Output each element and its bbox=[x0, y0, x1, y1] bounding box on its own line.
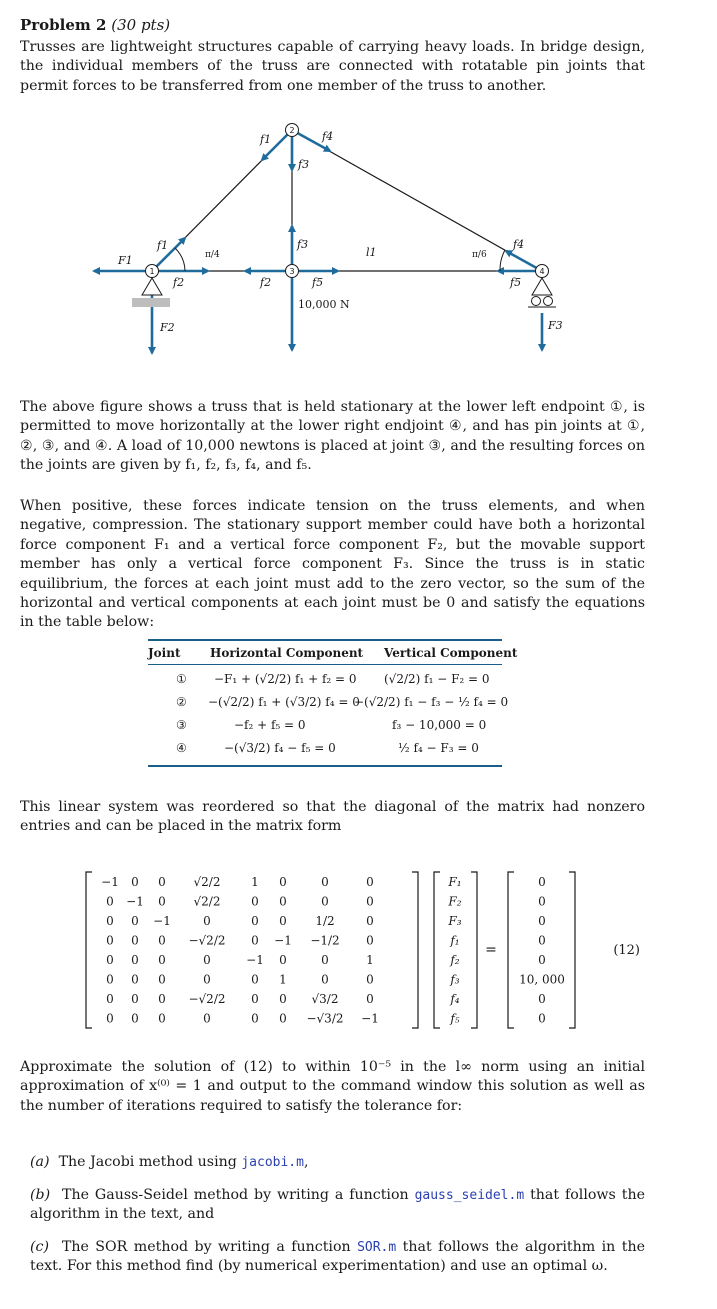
joint-2-label: 2 bbox=[289, 126, 295, 135]
task-a-text: The Jacobi method using bbox=[58, 1154, 242, 1170]
matrix-cell-r4-c3: 0 bbox=[158, 933, 166, 948]
matrix-cell-r3-c1: 0 bbox=[106, 914, 114, 928]
vector-x-entry-8: f₅ bbox=[450, 1011, 460, 1026]
matrix-cell-r6-c2: 0 bbox=[131, 972, 139, 987]
label-f3-joint2: f3 bbox=[298, 158, 310, 171]
task-b-label: (b) bbox=[30, 1187, 51, 1203]
vector-b-entry-8: 0 bbox=[538, 1011, 546, 1026]
matrix-cell-r5-c6: 0 bbox=[279, 953, 287, 967]
matrix-cell-r3-c8: 0 bbox=[366, 914, 374, 928]
label-f5-joint4: f5 bbox=[510, 276, 522, 289]
table-row-4-vertical: ½ f₄ − F₃ = 0 bbox=[398, 741, 479, 755]
task-b-text: The Gauss-Seidel method by writing a function bbox=[62, 1187, 415, 1203]
matrix-cell-r3-c6: 0 bbox=[279, 914, 287, 928]
vector-b-entry-7: 0 bbox=[538, 992, 546, 1006]
bracket-A-right bbox=[412, 872, 418, 1028]
table-row-3-vertical: f₃ − 10,000 = 0 bbox=[392, 718, 487, 732]
matrix-cell-r8-c3: 0 bbox=[158, 1011, 166, 1026]
joint-1-label: 1 bbox=[149, 267, 155, 276]
matrix-cell-r4-c1: 0 bbox=[106, 933, 114, 948]
task-a-code: jacobi.m bbox=[241, 1155, 304, 1170]
matrix-cell-r8-c8: −1 bbox=[361, 1011, 379, 1026]
matrix-cell-r8-c5: 0 bbox=[251, 1011, 259, 1026]
matrix-cell-r1-c7: 0 bbox=[321, 875, 329, 889]
matrix-cell-r7-c4: −√2/2 bbox=[188, 992, 226, 1006]
matrix-cell-r6-c1: 0 bbox=[106, 972, 114, 987]
table-row-1-vertical: (√2/2) f₁ − F₂ = 0 bbox=[384, 672, 490, 686]
bracket-x-right bbox=[471, 872, 477, 1028]
matrix-cell-r4-c7: −1/2 bbox=[310, 933, 340, 948]
angle-left-label: π/4 bbox=[205, 250, 220, 260]
table-header-vertical: Vertical Component bbox=[384, 646, 518, 660]
vector-x-entry-7: f₄ bbox=[450, 992, 460, 1006]
vector-b-entry-4: 0 bbox=[538, 933, 546, 948]
vector-b-entry-5: 0 bbox=[538, 953, 546, 967]
description-paragraph: The above figure shows a truss that is held stationary at the lower left endpoint ①, is permitted to move horizontally at the lower right endjoint ④, and has pin joints at ①, ②, ③, and ④. A load of 10,000 newtons is placed at joint ③, and the resulting forces on the joints are given by f₁, f₂, f₃, f₄, and f₅. bbox=[20, 399, 645, 474]
matrix-cell-r8-c6: 0 bbox=[279, 1011, 287, 1026]
matrix-cell-r3-c2: 0 bbox=[131, 914, 139, 928]
label-f4-joint2: f4 bbox=[322, 130, 334, 143]
matrix-equation bbox=[80, 868, 650, 1038]
matrix-cell-r8-c2: 0 bbox=[131, 1011, 139, 1026]
matrix-cell-r4-c5: 0 bbox=[251, 933, 259, 948]
matrix-cell-r3-c5: 0 bbox=[251, 914, 259, 928]
task-c-text: The SOR method by writing a function bbox=[61, 1239, 358, 1255]
label-f1-joint2: f1 bbox=[260, 133, 272, 146]
task-item-a bbox=[30, 1153, 645, 1172]
matrix-cell-r2-c3: 0 bbox=[158, 894, 166, 909]
vector-x-entry-6: f₃ bbox=[450, 972, 460, 987]
matrix-cell-r2-c2: −1 bbox=[126, 894, 144, 909]
task-item-c bbox=[30, 1238, 645, 1277]
task-a-text-after: , bbox=[303, 1154, 309, 1170]
label-f5-joint3: f5 bbox=[312, 276, 324, 289]
matrix-cell-r1-c2: 0 bbox=[131, 875, 139, 889]
matrix-A bbox=[101, 875, 379, 1026]
label-F3: F3 bbox=[548, 319, 563, 332]
table-row-1-horizontal: −F₁ + (√2/2) f₁ + f₂ = 0 bbox=[214, 672, 357, 686]
vector-b bbox=[519, 875, 565, 1026]
table-row-1-joint: ① bbox=[176, 672, 187, 686]
joint-3-label: 3 bbox=[289, 267, 295, 276]
truss-figure bbox=[80, 118, 640, 368]
matrix-cell-r2-c4: √2/2 bbox=[193, 894, 221, 909]
task-b-code: gauss_seidel.m bbox=[414, 1188, 525, 1203]
left-support bbox=[132, 278, 170, 307]
matrix-cell-r6-c3: 0 bbox=[158, 972, 166, 987]
task-c-code: SOR.m bbox=[357, 1240, 397, 1255]
vector-x-entry-5: f₂ bbox=[450, 953, 460, 967]
task-b-text-after: that follows the algorithm in the text, and bbox=[30, 1187, 645, 1223]
matrix-cell-r6-c5: 0 bbox=[251, 972, 259, 987]
vector-x-entry-3: F₃ bbox=[448, 914, 462, 928]
table-row-2-joint: ② bbox=[176, 695, 187, 709]
table-header-rule bbox=[148, 664, 502, 665]
matrix-cell-r1-c1: −1 bbox=[101, 875, 119, 889]
matrix-cell-r4-c8: 0 bbox=[366, 933, 374, 948]
vector-x-entry-1: F₁ bbox=[448, 875, 462, 889]
table-header-joint: Joint bbox=[148, 646, 181, 660]
table-header-horizontal: Horizontal Component bbox=[210, 646, 364, 660]
matrix-cell-r2-c1: 0 bbox=[106, 894, 114, 909]
equation-number: (12) bbox=[613, 943, 640, 958]
problem-heading bbox=[20, 16, 170, 34]
table-row-3-joint: ③ bbox=[176, 718, 187, 732]
matrix-cell-r6-c7: 0 bbox=[321, 972, 329, 987]
label-F1: F1 bbox=[118, 254, 133, 267]
matrix-cell-r3-c4: 0 bbox=[203, 914, 211, 928]
task-c-text-after: that follows the algorithm in the text. For this method find (by numerical experimentation) and use an optimal ω. bbox=[30, 1239, 645, 1275]
load-label: 10,000 N bbox=[298, 298, 350, 311]
matrix-cell-r7-c6: 0 bbox=[279, 992, 287, 1006]
matrix-cell-r6-c8: 0 bbox=[366, 972, 374, 987]
approximate-paragraph: Approximate the solution of (12) to within 10⁻⁵ in the l∞ norm using an initial approximation of x⁽⁰⁾ = 1 and output to the command window this solution as well as the number of iterations required to satisfy the tolerance for: bbox=[20, 1059, 645, 1114]
matrix-cell-r2-c5: 0 bbox=[251, 894, 259, 909]
matrix-cell-r5-c7: 0 bbox=[321, 953, 329, 967]
equilibrium-paragraph: When positive, these forces indicate tension on the truss elements, and when negative, compression. The stationary support member could have both a horizontal force component F₁ and a vertical force component F₂, but the movable support member has only a vertical force component F₃. Since the truss is in static equilibrium, the forces at each joint must add to the zero vector, so the sum of the horizontal and vertical components at each joint must be 0 and satisfy the equations in the table below: bbox=[20, 498, 645, 631]
angle-arc-right bbox=[500, 250, 505, 271]
label-l1: l1 bbox=[366, 246, 377, 259]
matrix-cell-r8-c1: 0 bbox=[106, 1011, 114, 1026]
matrix-cell-r5-c5: −1 bbox=[246, 953, 264, 967]
table-bottom-rule bbox=[148, 765, 502, 767]
matrix-cell-r2-c6: 0 bbox=[279, 894, 287, 909]
label-f1-joint1: f1 bbox=[157, 239, 169, 252]
matrix-cell-r4-c2: 0 bbox=[131, 933, 139, 948]
table-row-4-horizontal: −(√3/2) f₄ − f₅ = 0 bbox=[224, 741, 336, 755]
matrix-cell-r1-c6: 0 bbox=[279, 875, 287, 889]
matrix-cell-r5-c3: 0 bbox=[158, 953, 166, 967]
vector-x-entry-4: f₁ bbox=[450, 933, 460, 948]
matrix-cell-r4-c6: −1 bbox=[274, 933, 292, 948]
matrix-cell-r2-c8: 0 bbox=[366, 894, 374, 909]
label-f4-joint4: f4 bbox=[513, 238, 525, 251]
matrix-cell-r7-c8: 0 bbox=[366, 992, 374, 1006]
matrix-cell-r7-c1: 0 bbox=[106, 992, 114, 1006]
matrix-cell-r5-c4: 0 bbox=[203, 953, 211, 967]
table-row-3-horizontal: −f₂ + f₅ = 0 bbox=[234, 718, 306, 732]
matrix-cell-r8-c7: −√3/2 bbox=[306, 1011, 344, 1026]
matrix-cell-r7-c5: 0 bbox=[251, 992, 259, 1006]
matrix-cell-r6-c6: 1 bbox=[279, 972, 287, 987]
vector-b-entry-2: 0 bbox=[538, 894, 546, 909]
matrix-cell-r3-c3: −1 bbox=[153, 914, 171, 928]
matrix-cell-r6-c4: 0 bbox=[203, 972, 211, 987]
vector-b-entry-6: 10, 000 bbox=[519, 972, 565, 987]
problem-points: (30 pts) bbox=[111, 16, 171, 34]
joint-4-label: 4 bbox=[539, 267, 545, 276]
vector-x-entry-2: F₂ bbox=[448, 894, 462, 909]
matrix-cell-r5-c1: 0 bbox=[106, 953, 114, 967]
task-c-label: (c) bbox=[30, 1239, 50, 1255]
matrix-cell-r2-c7: 0 bbox=[321, 894, 329, 909]
table-row-4-joint: ④ bbox=[176, 741, 187, 755]
bracket-x-left bbox=[434, 872, 440, 1028]
label-f2-joint1: f2 bbox=[173, 276, 185, 289]
reorder-paragraph: This linear system was reordered so that the diagonal of the matrix had nonzero entries and can be placed in the matrix form bbox=[20, 799, 645, 835]
matrix-cell-r4-c4: −√2/2 bbox=[188, 933, 226, 948]
matrix-cell-r8-c4: 0 bbox=[203, 1011, 211, 1026]
matrix-cell-r7-c3: 0 bbox=[158, 992, 166, 1006]
bracket-b-right bbox=[569, 872, 575, 1028]
bracket-A-left bbox=[86, 872, 92, 1028]
matrix-cell-r1-c5: 1 bbox=[251, 875, 259, 889]
matrix-cell-r5-c2: 0 bbox=[131, 953, 139, 967]
angle-right-label: π/6 bbox=[472, 250, 487, 260]
vector-b-entry-1: 0 bbox=[538, 875, 546, 889]
table-top-rule bbox=[148, 639, 502, 641]
task-a-label: (a) bbox=[30, 1154, 50, 1170]
label-f2-joint3: f2 bbox=[260, 276, 272, 289]
right-support bbox=[528, 278, 556, 307]
matrix-cell-r7-c7: √3/2 bbox=[311, 992, 339, 1006]
table-row-2-horizontal: −(√2/2) f₁ + (√3/2) f₄ = 0 bbox=[208, 695, 360, 709]
matrix-cell-r1-c4: √2/2 bbox=[193, 875, 221, 889]
vector-x bbox=[447, 875, 461, 1026]
matrix-cell-r1-c8: 0 bbox=[366, 875, 374, 889]
problem-title: Problem 2 bbox=[20, 16, 107, 34]
equals-sign: = bbox=[485, 942, 497, 958]
bracket-b-left bbox=[508, 872, 514, 1028]
matrix-cell-r5-c8: 1 bbox=[366, 953, 374, 967]
matrix-cell-r3-c7: 1/2 bbox=[315, 914, 335, 928]
intro-paragraph: Trusses are lightweight structures capable of carrying heavy loads. In bridge design, the individual members of the truss are connected with rotatable pin joints that permit forces to be transferred from one member of the truss to another. bbox=[20, 39, 645, 94]
label-f3-joint3: f3 bbox=[297, 238, 309, 251]
angle-arc-left bbox=[175, 248, 185, 271]
task-item-b bbox=[30, 1186, 645, 1225]
table-row-2-vertical: −(√2/2) f₁ − f₃ − ½ f₄ = 0 bbox=[354, 695, 509, 709]
label-F2: F2 bbox=[160, 321, 175, 334]
vector-b-entry-3: 0 bbox=[538, 914, 546, 928]
matrix-cell-r7-c2: 0 bbox=[131, 992, 139, 1006]
matrix-cell-r1-c3: 0 bbox=[158, 875, 166, 889]
